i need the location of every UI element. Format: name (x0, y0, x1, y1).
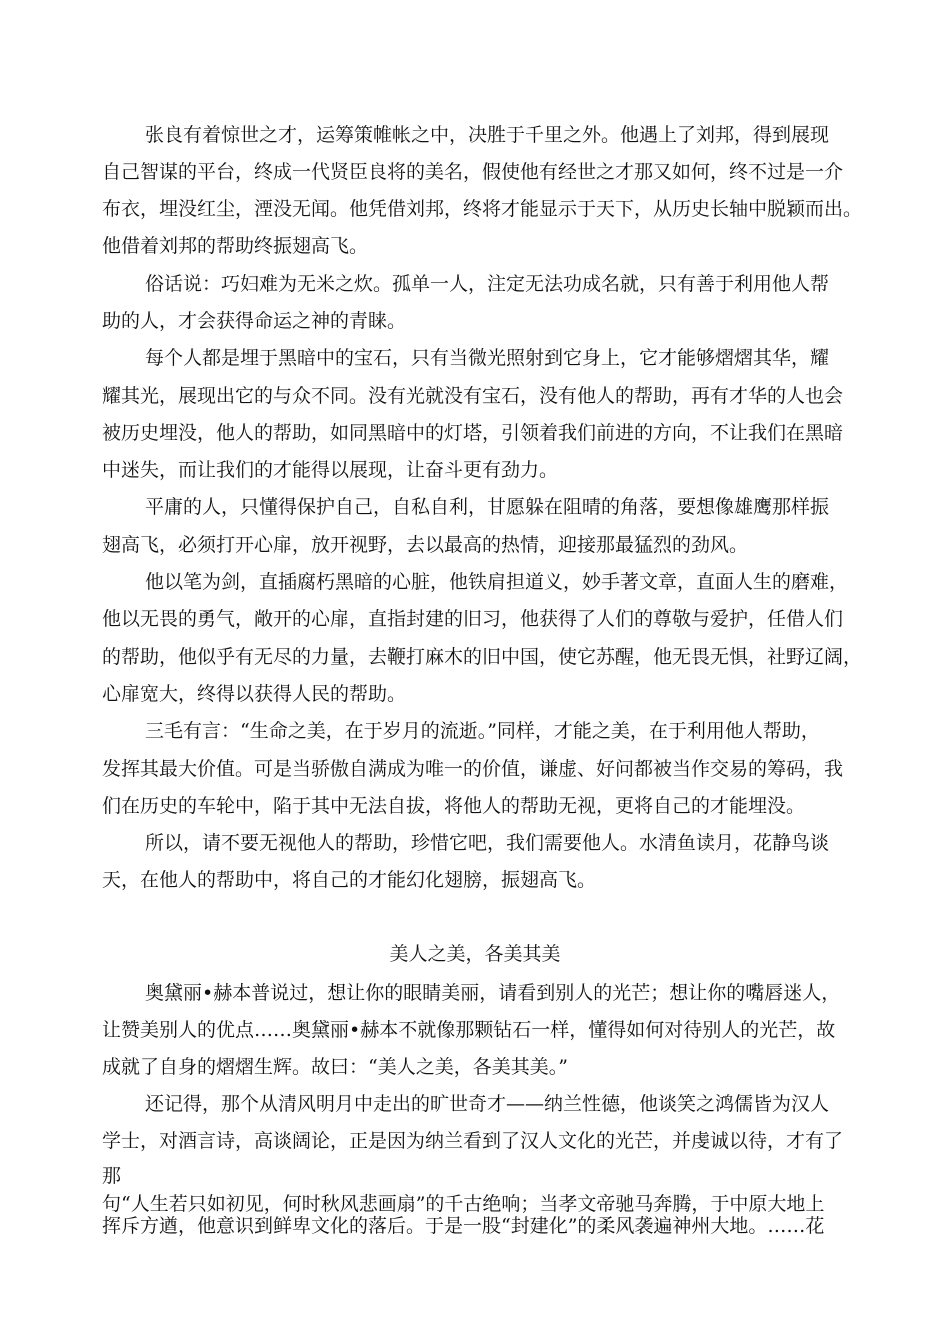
essay1-line: 助的人，才会获得命运之神的青睐。 (102, 310, 407, 332)
essay2-title: 美人之美，各美其美 (389, 943, 561, 965)
essay2-line: 句“人生若只如初见，何时秋风悲画扇”的千古绝响；当孝文帝驰马奔腾，于中原大地上 (102, 1193, 825, 1215)
essay2-line: 奥黛丽•赫本普说过，想让你的眼睛美丽，请看到别人的光芒；想让你的嘴唇迷人， (145, 982, 841, 1004)
essay2-line: 那 (102, 1165, 122, 1187)
essay1-line: 们在历史的车轮中，陷于其中无法自拔，将他人的帮助无视，更将自己的才能埋没。 (102, 795, 806, 817)
essay1-line: 心扉宽大，终得以获得人民的帮助。 (102, 683, 407, 705)
essay2-line: 让赞美别人的优点……奥黛丽•赫本不就像那颗钻石一样，懂得如何对待别人的光芒，故 (102, 1019, 836, 1041)
essay1-line: 俗话说：巧妇难为无米之炊。孤单一人，注定无法功成名就，只有善于利用他人帮 (145, 273, 830, 295)
essay2-line: 还记得，那个从清风明月中走出的旷世奇才——纳兰性德，他谈笑之鸿儒皆为汉人 (145, 1093, 830, 1115)
essay2-line: 成就了自身的熠熠生辉。故曰：“美人之美，各美其美。” (102, 1056, 568, 1078)
essay1-line: 所以，请不要无视他人的帮助，珍惜它吧，我们需要他人。水清鱼读月，花静鸟谈 (145, 832, 830, 854)
essay1-line: 自己智谋的平台，终成一代贤臣良将的美名，假使他有经世之才那又如何，终不过是一介 (102, 161, 844, 183)
essay1-line: 耀其光，展现出它的与众不同。没有光就没有宝石，没有他人的帮助，再有才华的人也会 (102, 385, 844, 407)
essay1-line: 被历史埋没，他人的帮助，如同黑暗中的灯塔，引领着我们前进的方向，不让我们在黑暗 (102, 422, 844, 444)
essay2-line: 挥斥方遒，他意识到鲜卑文化的落后。于是一股“封建化”的柔风袭遍神州大地。……花 (102, 1215, 825, 1237)
essay1-line: 发挥其最大价值。可是当骄傲自满成为唯一的价值，谦虚、好问都被当作交易的筹码，我 (102, 758, 844, 780)
essay1-line: 中迷失，而让我们的才能得以展现，让奋斗更有劲力。 (102, 459, 559, 481)
essay1-line: 三毛有言：“生命之美，在于岁月的流逝。”同样，才能之美，在于利用他人帮助， (145, 720, 820, 742)
essay1-line: 他以笔为剑，直插腐朽黑暗的心脏，他铁肩担道义，妙手著文章，直面人生的磨难， (145, 571, 849, 593)
essay1-line: 天，在他人的帮助中，将自己的才能幻化翅膀，振翅高飞。 (102, 869, 597, 891)
essay1-line: 张良有着惊世之才，运筹策帷帐之中，决胜于千里之外。他遇上了刘邦，得到展现 (145, 124, 830, 146)
essay1-line: 翅高飞，必须打开心扉，放开视野，去以最高的热情，迎接那最猛烈的劲风。 (102, 534, 749, 556)
essay1-line: 每个人都是埋于黑暗中的宝石，只有当微光照射到它身上，它才能够熠熠其华，耀 (145, 347, 830, 369)
essay1-line: 他借着刘邦的帮助终振翅高飞。 (102, 235, 369, 257)
essay2-line: 学士，对酒言诗，高谈阔论，正是因为纳兰看到了汉人文化的光芒，并虔诚以待，才有了 (102, 1130, 844, 1152)
essay1-line: 布衣，埋没红尘，湮没无闻。他凭借刘邦，终将才能显示于天下，从历史长轴中脱颖而出。 (102, 198, 863, 220)
essay1-line: 平庸的人，只懂得保护自己，自私自利，甘愿躲在阻晴的角落，要想像雄鹰那样振 (145, 496, 830, 518)
essay1-line: 的帮助，他似乎有无尽的力量，去鞭打麻木的旧中国，使它苏醒，他无畏无惧，社野辽阔， (102, 646, 863, 668)
essay1-line: 他以无畏的勇气，敞开的心扉，直指封建的旧习，他获得了人们的尊敬与爱护，任借人们 (102, 608, 844, 630)
